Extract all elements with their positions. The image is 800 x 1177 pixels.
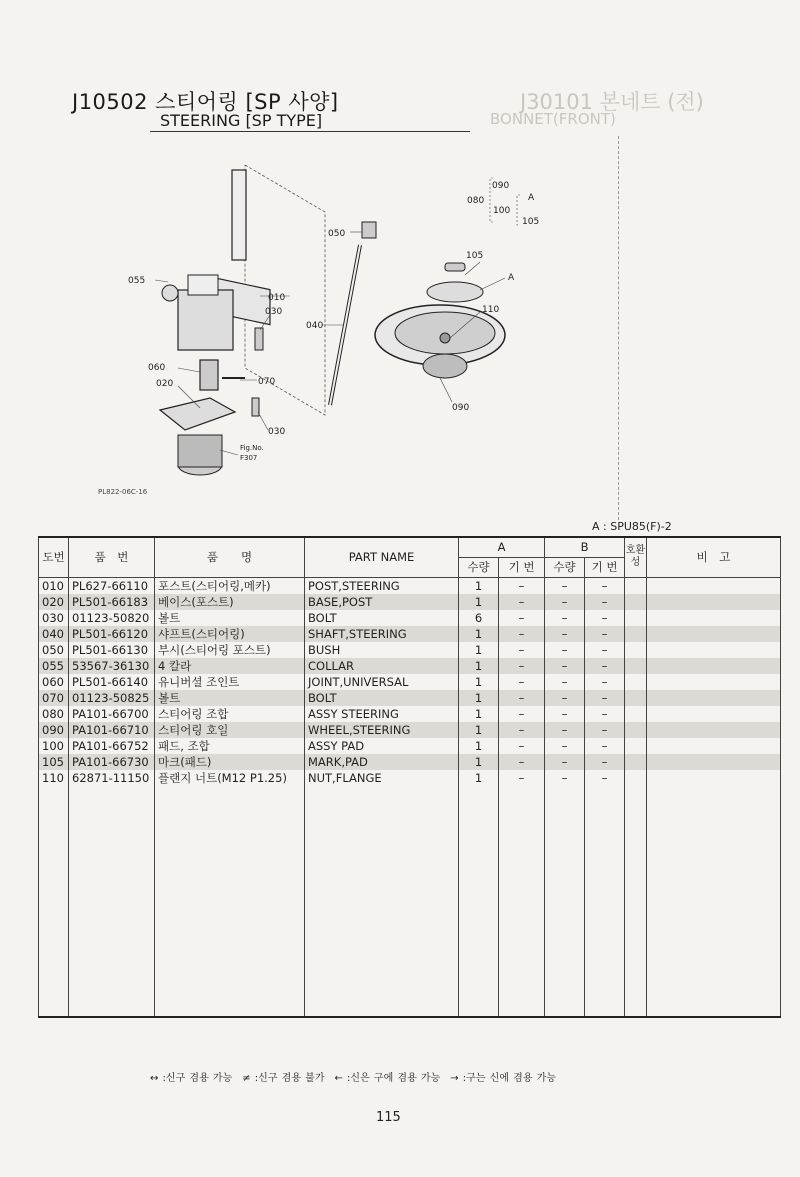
table-row xyxy=(39,690,781,706)
table-row xyxy=(39,626,781,642)
callout-055: 055 xyxy=(128,276,146,286)
cell-remarks xyxy=(647,754,781,770)
table-row xyxy=(39,594,781,610)
callout-080: 080 xyxy=(467,196,485,206)
cell-name-kr: 부시(스티어링 포스트) xyxy=(155,642,305,658)
cell-part-no: PL501-66120 xyxy=(69,626,155,642)
cell-name-kr: 포스트(스티어링,메카) xyxy=(155,577,305,594)
cell-qty-a: 1 xyxy=(459,722,499,738)
cell-base-b: – xyxy=(585,706,625,722)
cell-base-a: – xyxy=(499,674,545,690)
cell-ref: 030 xyxy=(39,610,69,626)
cell-name-kr: 볼트 xyxy=(155,690,305,706)
callout-030-lower: 030 xyxy=(268,427,286,437)
cell-qty-a: 1 xyxy=(459,754,499,770)
cell-interchange xyxy=(625,594,647,610)
cell-ref: 090 xyxy=(39,722,69,738)
table-row xyxy=(39,706,781,722)
cell-part-no: PA101-66730 xyxy=(69,754,155,770)
header-ref: 도번 xyxy=(39,537,69,577)
table-row xyxy=(39,658,781,674)
cell-ref: 070 xyxy=(39,690,69,706)
cell-qty-b: – xyxy=(545,738,585,754)
cell-base-b: – xyxy=(585,642,625,658)
cell-base-b: – xyxy=(585,594,625,610)
cell-remarks xyxy=(647,674,781,690)
header-part-no: 품 번 xyxy=(69,537,155,577)
cell-remarks xyxy=(647,722,781,738)
page-subtitle: STEERING [SP TYPE] xyxy=(160,111,323,130)
table-row xyxy=(39,722,781,738)
cell-name-en: BUSH xyxy=(305,642,459,658)
cell-name-kr: 패드, 조합 xyxy=(155,738,305,754)
table-row xyxy=(39,738,781,754)
cell-qty-b: – xyxy=(545,706,585,722)
header-qty-a: 수량 xyxy=(459,557,499,577)
cell-qty-a: 1 xyxy=(459,594,499,610)
cell-remarks xyxy=(647,690,781,706)
cell-name-kr: 베이스(포스트) xyxy=(155,594,305,610)
page-title: J10502 스티어링 [SP 사양] xyxy=(72,90,339,114)
callout-030: 030 xyxy=(265,307,283,317)
header-group-b: B xyxy=(545,537,625,557)
model-note: A : SPU85(F)-2 xyxy=(592,520,672,533)
cell-interchange xyxy=(625,642,647,658)
callout-050: 050 xyxy=(328,229,346,239)
cell-base-a: – xyxy=(499,738,545,754)
cell-name-kr: 샤프트(스티어링) xyxy=(155,626,305,642)
cell-name-kr: 스티어링 호일 xyxy=(155,722,305,738)
fig-ref-label: Fig.No. xyxy=(240,444,264,452)
table-row xyxy=(39,754,781,770)
header-name-kr: 품 명 xyxy=(155,537,305,577)
cell-base-a: – xyxy=(499,577,545,594)
cell-remarks xyxy=(647,577,781,594)
cell-name-en: BASE,POST xyxy=(305,594,459,610)
table-row xyxy=(39,577,781,594)
header-name-en: PART NAME xyxy=(305,537,459,577)
table-row xyxy=(39,770,781,786)
cell-name-kr: 유니버셜 조인트 xyxy=(155,674,305,690)
cell-remarks xyxy=(647,642,781,658)
cell-qty-b: – xyxy=(545,770,585,786)
cell-qty-b: – xyxy=(545,674,585,690)
cell-qty-b: – xyxy=(545,642,585,658)
cell-remarks xyxy=(647,706,781,722)
cell-part-no: 62871-11150 xyxy=(69,770,155,786)
cell-qty-b: – xyxy=(545,690,585,706)
cell-part-no: PL501-66183 xyxy=(69,594,155,610)
cell-name-en: WHEEL,STEERING xyxy=(305,722,459,738)
page-number: 115 xyxy=(376,1110,401,1125)
cell-qty-a: 1 xyxy=(459,674,499,690)
cell-ref: 105 xyxy=(39,754,69,770)
cell-name-en: POST,STEERING xyxy=(305,577,459,594)
cell-qty-a: 6 xyxy=(459,610,499,626)
cell-base-a: – xyxy=(499,706,545,722)
cell-part-no: PA101-66710 xyxy=(69,722,155,738)
cell-interchange xyxy=(625,577,647,594)
cell-base-b: – xyxy=(585,674,625,690)
cell-name-en: ASSY STEERING xyxy=(305,706,459,722)
cell-part-no: 01123-50820 xyxy=(69,610,155,626)
header-qty-b: 수량 xyxy=(545,557,585,577)
header-base-b: 기 번 xyxy=(585,557,625,577)
parts-table xyxy=(38,536,781,1018)
fig-ref-number: F307 xyxy=(240,454,258,462)
cell-name-en: BOLT xyxy=(305,690,459,706)
cell-base-a: – xyxy=(499,610,545,626)
cell-remarks xyxy=(647,594,781,610)
bleed-through-title: J30101 본네트 (전) xyxy=(520,90,704,114)
cell-interchange xyxy=(625,754,647,770)
cell-name-kr: 스티어링 조합 xyxy=(155,706,305,722)
cell-part-no: 01123-50825 xyxy=(69,690,155,706)
cell-qty-b: – xyxy=(545,577,585,594)
cell-part-no: PL501-66130 xyxy=(69,642,155,658)
cell-qty-a: 1 xyxy=(459,770,499,786)
cell-qty-a: 1 xyxy=(459,577,499,594)
cell-qty-a: 1 xyxy=(459,738,499,754)
cell-name-kr: 4 칼라 xyxy=(155,658,305,674)
cell-base-b: – xyxy=(585,738,625,754)
header-interchange: 호환성 xyxy=(625,537,647,577)
cell-ref: 010 xyxy=(39,577,69,594)
callout-100: 100 xyxy=(493,206,511,216)
cell-base-a: – xyxy=(499,690,545,706)
cell-name-en: SHAFT,STEERING xyxy=(305,626,459,642)
cell-part-no: PL627-66110 xyxy=(69,577,155,594)
cell-part-no: PL501-66140 xyxy=(69,674,155,690)
compatibility-legend: ↔ :신구 겸용 가능 ≠ :신구 겸용 불가 ← :신은 구에 겸용 가능 → :구는 신에 겸용 가능 xyxy=(150,1073,556,1084)
cell-qty-a: 1 xyxy=(459,642,499,658)
table-row xyxy=(39,674,781,690)
cell-base-b: – xyxy=(585,722,625,738)
callout-a-top: A xyxy=(528,193,535,203)
cell-part-no: 53567-36130 xyxy=(69,658,155,674)
table-row xyxy=(39,642,781,658)
cell-base-b: – xyxy=(585,754,625,770)
cell-interchange xyxy=(625,610,647,626)
cell-base-b: – xyxy=(585,626,625,642)
cell-base-b: – xyxy=(585,658,625,674)
cell-interchange xyxy=(625,738,647,754)
cell-name-kr: 플랜지 너트(M12 P1.25) xyxy=(155,770,305,786)
cell-qty-b: – xyxy=(545,722,585,738)
cell-part-no: PA101-66752 xyxy=(69,738,155,754)
cell-qty-a: 1 xyxy=(459,706,499,722)
cell-base-a: – xyxy=(499,642,545,658)
title-underline xyxy=(150,131,470,132)
cell-qty-b: – xyxy=(545,594,585,610)
cell-base-a: – xyxy=(499,626,545,642)
header-remarks: 비 고 xyxy=(647,537,781,577)
callout-070: 070 xyxy=(258,377,276,387)
cell-remarks xyxy=(647,610,781,626)
callout-105-top: 105 xyxy=(522,217,540,227)
cell-base-a: – xyxy=(499,770,545,786)
callout-060: 060 xyxy=(148,363,166,373)
cell-name-en: BOLT xyxy=(305,610,459,626)
cell-ref: 100 xyxy=(39,738,69,754)
table-empty-area xyxy=(39,786,781,1017)
cell-interchange xyxy=(625,674,647,690)
cell-name-en: JOINT,UNIVERSAL xyxy=(305,674,459,690)
cell-interchange xyxy=(625,690,647,706)
cell-interchange xyxy=(625,626,647,642)
cell-interchange xyxy=(625,770,647,786)
figure-code: PL822-06C-16 xyxy=(98,488,148,496)
cell-part-no: PA101-66700 xyxy=(69,706,155,722)
cell-base-a: – xyxy=(499,658,545,674)
cell-name-en: COLLAR xyxy=(305,658,459,674)
cell-ref: 055 xyxy=(39,658,69,674)
cell-qty-a: 1 xyxy=(459,626,499,642)
callout-040: 040 xyxy=(306,321,324,331)
header-base-a: 기 번 xyxy=(499,557,545,577)
exploded-diagram xyxy=(60,150,620,505)
cell-interchange xyxy=(625,658,647,674)
cell-name-kr: 마크(패드) xyxy=(155,754,305,770)
cell-remarks xyxy=(647,738,781,754)
cell-base-b: – xyxy=(585,577,625,594)
cell-ref: 040 xyxy=(39,626,69,642)
bleed-through-subtitle: BONNET(FRONT) xyxy=(490,110,616,128)
callout-090-top: 090 xyxy=(492,181,510,191)
cell-qty-b: – xyxy=(545,626,585,642)
callout-105: 105 xyxy=(466,251,484,261)
cell-name-kr: 볼트 xyxy=(155,610,305,626)
cell-qty-b: – xyxy=(545,658,585,674)
callout-020: 020 xyxy=(156,379,174,389)
cell-ref: 020 xyxy=(39,594,69,610)
cell-name-en: ASSY PAD xyxy=(305,738,459,754)
cell-remarks xyxy=(647,658,781,674)
cell-base-a: – xyxy=(499,594,545,610)
cell-base-b: – xyxy=(585,690,625,706)
cell-qty-a: 1 xyxy=(459,690,499,706)
cell-interchange xyxy=(625,722,647,738)
cell-base-a: – xyxy=(499,722,545,738)
cell-ref: 080 xyxy=(39,706,69,722)
cell-ref: 110 xyxy=(39,770,69,786)
cell-base-b: – xyxy=(585,610,625,626)
cell-base-b: – xyxy=(585,770,625,786)
cell-name-en: MARK,PAD xyxy=(305,754,459,770)
cell-qty-a: 1 xyxy=(459,658,499,674)
callout-090: 090 xyxy=(452,403,470,413)
callout-010: 010 xyxy=(268,293,286,303)
callout-a: A xyxy=(508,273,515,283)
cell-ref: 050 xyxy=(39,642,69,658)
header-group-a: A xyxy=(459,537,545,557)
cell-remarks xyxy=(647,770,781,786)
cell-base-a: – xyxy=(499,754,545,770)
callout-110: 110 xyxy=(482,305,500,315)
cell-interchange xyxy=(625,706,647,722)
cell-name-en: NUT,FLANGE xyxy=(305,770,459,786)
cell-remarks xyxy=(647,626,781,642)
cell-qty-b: – xyxy=(545,610,585,626)
table-row xyxy=(39,610,781,626)
cell-qty-b: – xyxy=(545,754,585,770)
cell-ref: 060 xyxy=(39,674,69,690)
